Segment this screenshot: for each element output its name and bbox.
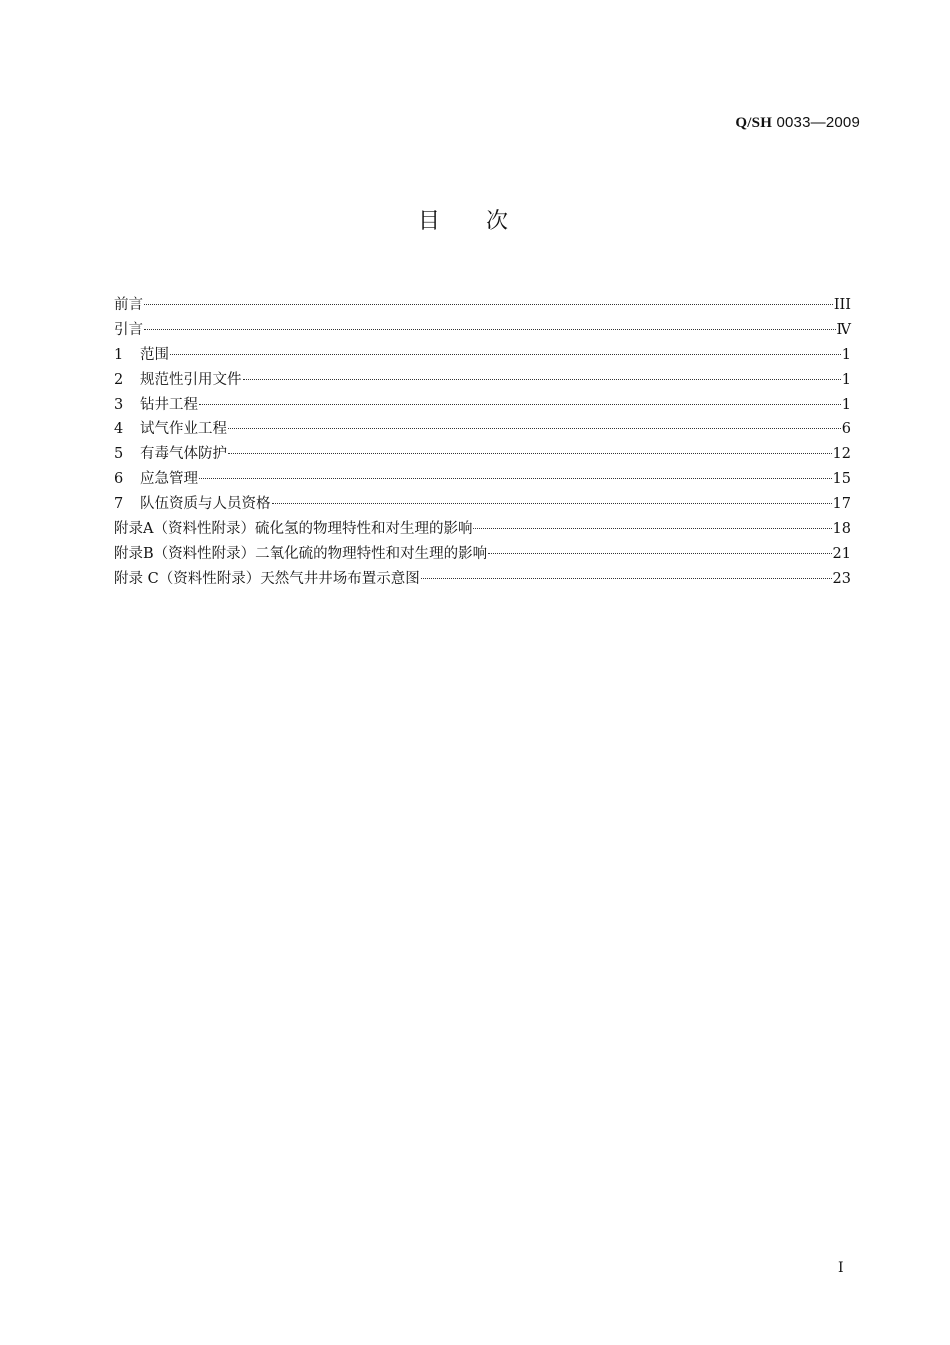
- toc-entry-page: 15: [832, 471, 851, 488]
- toc-dot-leader: [144, 304, 833, 305]
- toc-entry-number: 2: [114, 371, 124, 388]
- toc-entry-page: III: [833, 297, 851, 313]
- toc-entry-number: 4: [114, 421, 124, 438]
- toc-entry-7[interactable]: [114, 492, 851, 517]
- toc-entry-page: 1: [841, 396, 851, 413]
- toc-entry-1[interactable]: [114, 343, 851, 368]
- toc-entry-appendix-c[interactable]: [114, 567, 851, 592]
- toc-entry-page: 6: [841, 421, 851, 438]
- toc-entry-page: Ⅳ: [836, 321, 851, 338]
- toc-entry-preface[interactable]: [114, 293, 851, 318]
- toc-entry-page: 18: [832, 521, 851, 538]
- toc-entry-5[interactable]: [114, 442, 851, 467]
- toc-entry-page: 23: [832, 570, 851, 587]
- toc-dot-leader: [170, 354, 841, 355]
- toc-entry-2[interactable]: [114, 368, 851, 393]
- toc-entry-text: 引言: [114, 321, 143, 338]
- toc-entry-6[interactable]: [114, 467, 851, 492]
- page-number: I: [838, 1260, 844, 1276]
- toc-entry-text: 规范性引用文件: [140, 371, 242, 388]
- toc-dot-leader: [144, 329, 836, 330]
- standard-code: [735, 114, 860, 132]
- toc-dot-leader: [473, 528, 831, 529]
- standard-code-prefix: Q/SH: [735, 115, 773, 131]
- toc-entry-number: 3: [114, 396, 124, 413]
- toc-entry-text: 应急管理: [140, 471, 198, 488]
- toc-dot-leader: [421, 578, 832, 579]
- toc-entry-3[interactable]: [114, 393, 851, 418]
- toc-dot-leader: [228, 428, 841, 429]
- toc-entry-4[interactable]: [114, 417, 851, 442]
- toc-dot-leader: [488, 553, 831, 554]
- toc-entry-page: 1: [841, 346, 851, 363]
- toc-entry-number: 5: [114, 446, 124, 463]
- toc-title: 目次: [417, 209, 554, 234]
- toc-entry-text: 附录 C（资料性附录）天然气井井场布置示意图: [114, 570, 420, 587]
- toc-entry-text: 队伍资质与人员资格: [140, 496, 271, 513]
- toc-entry-page: 17: [832, 496, 851, 513]
- toc-entry-text: 范围: [140, 346, 169, 363]
- toc-entry-text: 附录B（资料性附录）二氧化硫的物理特性和对生理的影响: [114, 545, 488, 562]
- toc-entry-text: 附录A（资料性附录）硫化氢的物理特性和对生理的影响: [114, 521, 473, 538]
- toc-entry-page: 21: [832, 545, 851, 562]
- toc-entry-page: 12: [832, 446, 851, 463]
- table-of-contents: [114, 293, 851, 592]
- toc-entry-text: 前言: [114, 297, 143, 313]
- toc-entry-text: 钻井工程: [140, 396, 198, 413]
- toc-entry-number: 6: [114, 471, 124, 488]
- toc-entry-appendix-b[interactable]: [114, 542, 851, 567]
- toc-dot-leader: [199, 404, 841, 405]
- toc-entry-introduction[interactable]: [114, 318, 851, 343]
- toc-dot-leader: [243, 379, 841, 380]
- toc-dot-leader: [272, 503, 832, 504]
- toc-entry-number: 1: [114, 346, 124, 363]
- toc-dot-leader: [228, 453, 832, 454]
- standard-code-number: 0033—2009: [776, 114, 860, 131]
- toc-entry-text: 有毒气体防护: [140, 446, 227, 463]
- toc-entry-appendix-a[interactable]: [114, 517, 851, 542]
- toc-entry-text: 试气作业工程: [140, 421, 227, 438]
- toc-entry-number: 7: [114, 496, 124, 513]
- toc-entry-page: 1: [841, 371, 851, 388]
- toc-dot-leader: [199, 478, 832, 479]
